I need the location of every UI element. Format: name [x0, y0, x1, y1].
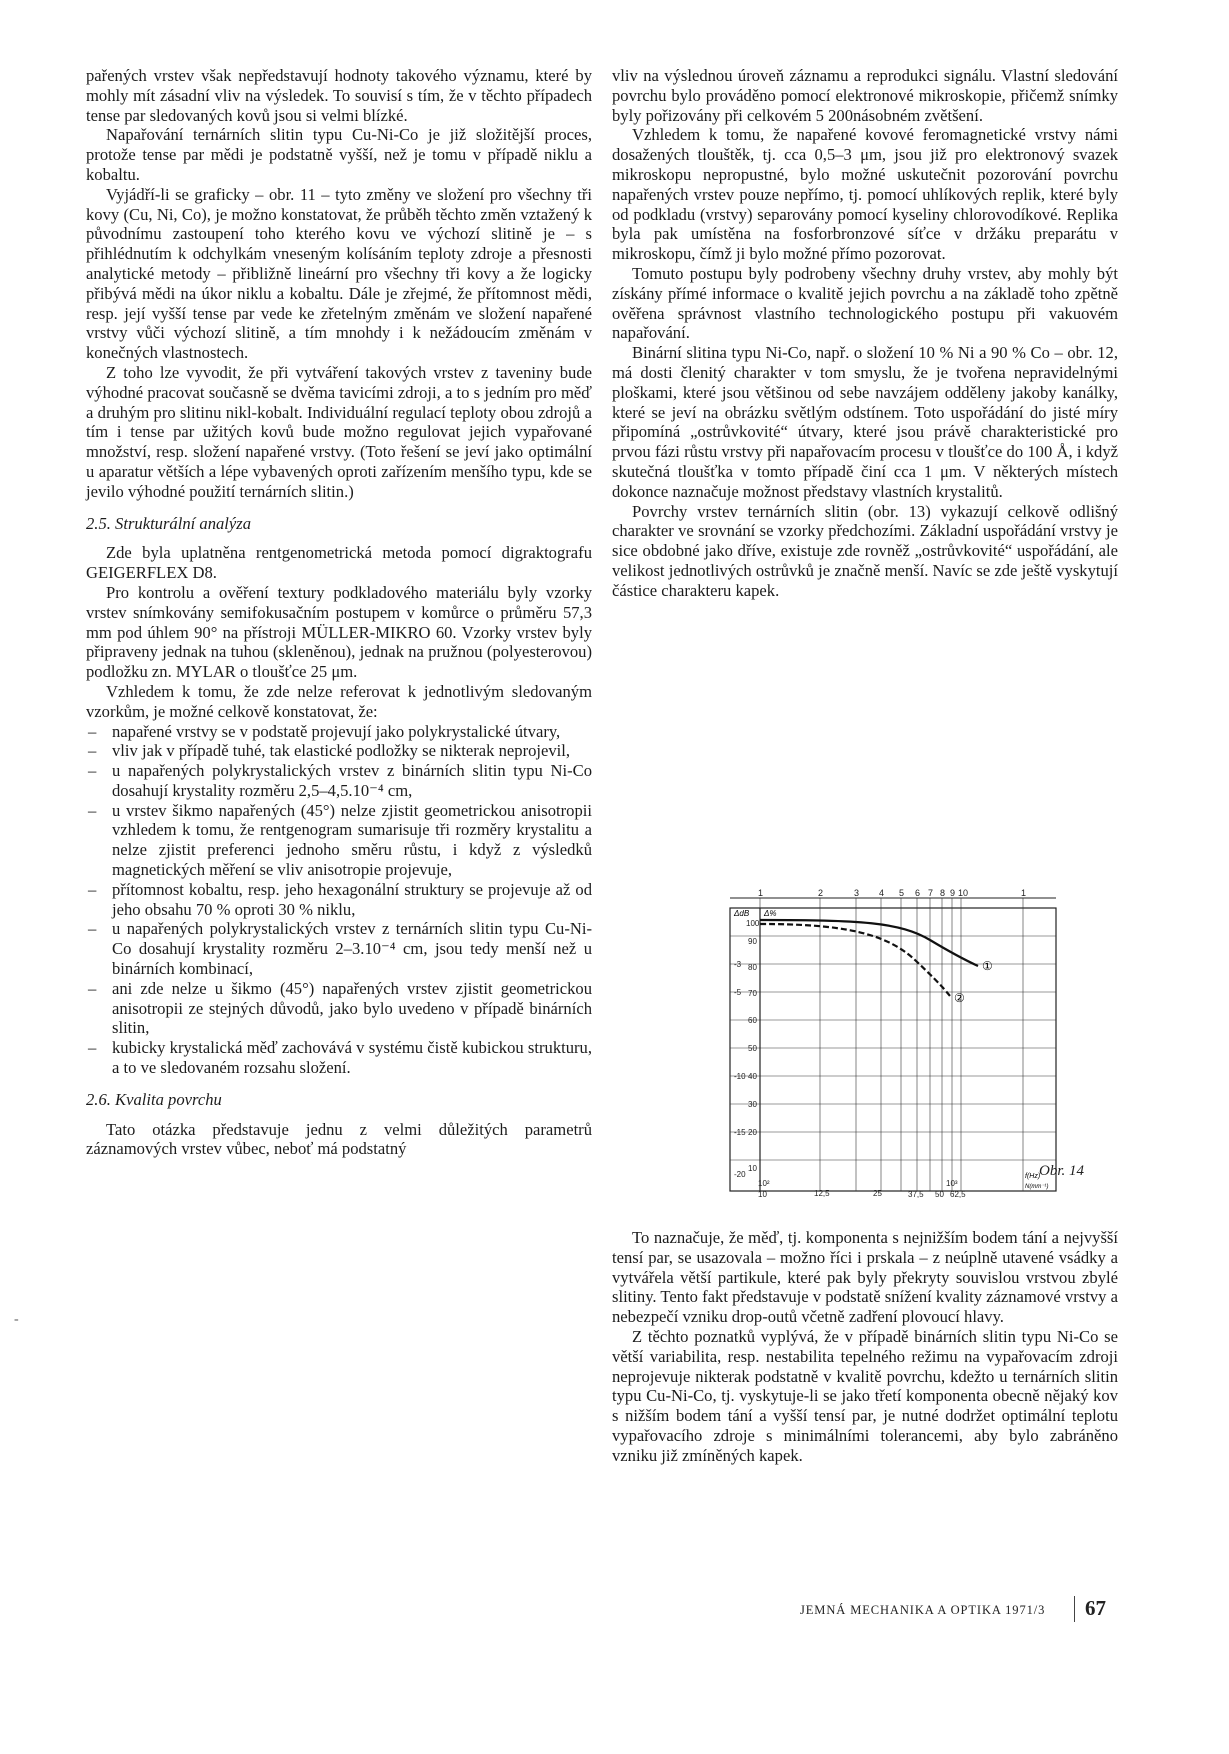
list-item: – přítomnost kobaltu, resp. jeho hexagonální struktury se projevuje až od jeho obsahu 70 % oproti 30 % niklu,: [86, 880, 592, 920]
svg-text:70: 70: [748, 989, 757, 998]
svg-text:62,5: 62,5: [950, 1190, 966, 1198]
page-number: 67: [1085, 1596, 1106, 1620]
svg-text:50: 50: [935, 1190, 944, 1198]
page-footer: [800, 1594, 1120, 1624]
paragraph: pařených vrstev však nepředstavují hodnoty takového významu, které by mohly mít zásadní vliv na výsledek. To souvisí s tím, že v těchto případech tense par sledovaných kovů jsou si velmi blízké.: [86, 66, 592, 125]
percent-tick-labels: [746, 919, 760, 1173]
vertical-grid: [760, 898, 1023, 1191]
svg-text:90: 90: [748, 937, 757, 946]
svg-text:12,5: 12,5: [814, 1189, 830, 1198]
density-unit-label: N(mm⁻¹): [1025, 1184, 1049, 1190]
svg-text:7: 7: [928, 888, 934, 898]
svg-text:40: 40: [748, 1072, 757, 1081]
svg-text:20: 20: [748, 1128, 757, 1137]
svg-text:25: 25: [873, 1189, 882, 1198]
list-item: – u napařených polykrystalických vrstev z ternárních slitin typu Cu-Ni-Co dosahují krystality rozměru 2–3.10⁻⁴ cm, jsou tedy menší než u binárních kombinací,: [86, 919, 592, 978]
list-item: – kubicky krystalická měď zachovává v systému čistě kubickou strukturu, a to ve sledovaném rozsahu složení.: [86, 1038, 592, 1078]
svg-text:-20: -20: [734, 1170, 746, 1179]
svg-text:5: 5: [899, 888, 905, 898]
frequency-unit-label: f(Hz): [1025, 1173, 1041, 1180]
paragraph: Tomuto postupu byly podrobeny všechny druhy vrstev, aby mohly být získány přímé informace o kvalitě jejich povrchu a na základě toho zpětně ověřena správnost vlastního technologického postupu při vakuovém napařování.: [612, 263, 1118, 343]
list-item: – vliv jak v případě tuhé, tak elastické podložky se nikterak neprojevil,: [86, 741, 592, 761]
right-column: [612, 66, 1118, 601]
bottom-tick-labels: [758, 1179, 966, 1198]
paragraph: Tato otázka představuje jednu z velmi důležitých parametrů záznamových vrstev vůbec, neboť má podstatný: [86, 1119, 592, 1159]
svg-text:10³: 10³: [946, 1179, 958, 1188]
paragraph: Z těchto poznatků vyplývá, že v případě binárních slitin typu Ni-Co se větší variabilita, resp. nestabilita tepelného režimu na vypařovacím zdroji neprojevuje nikterak podstatně v kvalitě povrchu, kdežto u ternárních slitin typu Cu-Ni-Co, tj. vyskytuje-li se jako třetí komponenta obecně nějaký kov s nižším bodem tání a vyšší tensí par, je nutné dodržet optimální teplotu vypařovacího zdroje s minimálními tolerancemi, aby bylo zabráněno vzniku již zmíněných kapek.: [612, 1326, 1118, 1465]
margin-mark: -: [14, 1312, 19, 1327]
svg-text:2: 2: [818, 888, 824, 898]
svg-text:30: 30: [748, 1100, 757, 1109]
svg-text:9: 9: [950, 888, 956, 898]
frequency-response-plot: [660, 888, 1060, 1198]
paragraph: Napařování ternárních slitin typu Cu-Ni-Co je již složitější proces, protože tense par mědi je podstatně vyšší, než je tomu v případě niklu a kobaltu.: [86, 125, 592, 184]
figure-14: [660, 888, 1130, 1198]
svg-text:-3: -3: [734, 960, 742, 969]
paragraph: Vyjádří-li se graficky – obr. 11 – tyto změny ve složení pro všechny tři kovy (Cu, Ni, Co), je možno konstatovat, že průběh těchto změn vztažený k původnímu zastoupení toho kterého kovu ve výchozí slitině je – s přihlédnutím k odchylkám vneseným kolísáním teploty zdroje a přesnosti analytické metody – přibližně lineární pro všechny tři kovy a že logicky přibývá mědi na úkor niklu a kobaltu. Dále je zřejmé, že přítomnost mědi, resp. její vyšší tense par vede ke zřetelným změnám ve složení napařené vrstvy vůči výchozí slitině, a tím mnohdy i k nežádoucím změnám v konečných vlastnostech.: [86, 184, 592, 363]
horizontal-grid: [730, 936, 1056, 1160]
svg-text:3: 3: [854, 888, 860, 898]
paragraph: Vzhledem k tomu, že zde nelze referovat k jednotlivým sledovaným vzorkům, je možné celkově konstatovat, že:: [86, 681, 592, 721]
section-heading-2-5: 2.5. Strukturální analýza: [86, 513, 252, 533]
svg-text:-10: -10: [734, 1072, 746, 1081]
svg-text:80: 80: [748, 963, 757, 972]
svg-text:1: 1: [1021, 888, 1027, 898]
right-column-lower: [612, 1228, 1118, 1466]
db-tick-labels: [734, 960, 746, 1179]
list-item: – ani zde nelze u šikmo (45°) napařených vrstev zjistit geometrickou anisotropii ze stejných důvodů, jako bylo uvedeno v případě binárních slitin,: [86, 979, 592, 1038]
svg-text:-5: -5: [734, 988, 742, 997]
curve-1: [760, 920, 978, 966]
list-item: – u napařených polykrystalických vrstev z binárních slitin typu Ni-Co dosahují krystality rozměru 2,5–4,5.10⁻⁴ cm,: [86, 761, 592, 801]
svg-text:10²: 10²: [758, 1179, 770, 1188]
svg-text:6: 6: [915, 888, 921, 898]
svg-text:37,5: 37,5: [908, 1190, 924, 1198]
svg-text:60: 60: [748, 1016, 757, 1025]
svg-text:50: 50: [748, 1044, 757, 1053]
plot-frame: [730, 908, 1056, 1191]
curve-label-1: ①: [982, 959, 993, 973]
journal-title: JEMNÁ MECHANIKA A OPTIKA 1971/3: [800, 1603, 1046, 1617]
db-axis-label: ΔdB: [734, 909, 750, 918]
curve-label-2: ②: [954, 991, 965, 1005]
top-tick-labels: [758, 888, 1026, 898]
svg-text:10: 10: [958, 888, 969, 898]
section-heading-2-6: 2.6. Kvalita povrchu: [86, 1089, 222, 1109]
svg-text:100: 100: [746, 919, 760, 928]
footer-divider: [1074, 1596, 1075, 1622]
paragraph: To naznačuje, že měď, tj. komponenta s nejnižším bodem tání a nejvyšší tensí par, se usazovala – možno říci i prskala – z neúplně utavené vsádky a vytvářela větší partikule, které pak byly překryty souvislou vrstvou zbylé slitiny. Tento fakt představuje v podstatě snížení kvality záznamové vrstvy a nebezpečí vzniku drop-outů včetně zadření plovoucí hlavy.: [612, 1228, 1118, 1327]
list-item: – u vrstev šikmo napařených (45°) nelze zjistit geometrickou anisotropii vzhledem k tomu, že rentgenogram sumarisuje tři rozměry krystalitu a nelze zjistit preferenci jednoho směru růstu, i když z výsledků magnetických měření se vliv anisotropie projevuje,: [86, 801, 592, 880]
svg-text:-15: -15: [734, 1128, 746, 1137]
paragraph: Zde byla uplatněna rentgenometrická metoda pomocí digraktografu GEIGERFLEX D8.: [86, 543, 592, 583]
svg-text:10: 10: [758, 1190, 767, 1198]
figure-caption: Obr. 14: [1039, 1163, 1085, 1179]
paragraph: Binární slitina typu Ni-Co, např. o složení 10 % Ni a 90 % Co – obr. 12, má dosti členitý charakter v tom smyslu, že je tvořena nepravidelnými ploškami, které jsou většinou od sebe navzájem odděleny jakoby kanálky, které se jeví na obrázku světlým odstínem. Toto uspořádání do jisté míry připomíná „ostrůvkovité“ útvary, které jsou právě charakteristické pro prvou fázi růstu vrstvy při napařovacím procesu v tloušťce do 100 Å, i když skutečná tloušťka v tomto případě činí cca 1 μm. V některých místech dokonce naznačuje možnost představy vlastních krystalitů.: [612, 343, 1118, 501]
svg-text:10: 10: [748, 1164, 757, 1173]
paragraph: Vzhledem k tomu, že napařené kovové feromagnetické vrstvy námi dosažených tlouštěk, tj. cca 0,5–3 μm, jsou již pro elektronový svazek mikroskopu nepropustné, bylo možné uskutečnit pozorování povrchu napařených vrstev pouze nepřímo, tj. pomocí uhlíkových replik, které byly od podkladu (vrstvy) separovány pomocí kyseliny chlorovodíkové. Replika byla pak umístěna na fosforbronzové síťce v držáku preparátu v mikroskopu, čímž ji bylo možné přímo pozorovat.: [612, 125, 1118, 264]
percent-axis-label: Δ%: [764, 909, 777, 918]
svg-text:1: 1: [758, 888, 764, 898]
findings-list: [86, 722, 592, 1078]
list-item: – napařené vrstvy se v podstatě projevují jako polykrystalické útvary,: [86, 722, 592, 742]
svg-text:8: 8: [940, 888, 946, 898]
paragraph: Z toho lze vyvodit, že při vytváření takových vrstev z taveniny bude výhodné pracovat současně se dvěma tavicími zdroji, a to s jedním pro měď a druhým pro slitinu nikl-kobalt. Individuální regulací teploty obou zdrojů a tím i tense par užitých kovů bude možno regulovat jejich vypařované množství, resp. složení napařené vrstvy. (Toto řešení se jeví jako optimální u aparatur větších a lépe vybavených oproti zařízením menšího typu, kde se jevilo výhodné použití ternárních slitin.): [86, 362, 592, 501]
paragraph: Povrchy vrstev ternárních slitin (obr. 13) vykazují celkově odlišný charakter ve srovnání se vzorky předchozími. Základní uspořádání vrstvy je sice obdobné jako dříve, existuje zde rovněž „ostrůvkovité“ uspořádání, ale velikost jednotlivých ostrůvků je značně menší. Navíc se zde ještě vyskytují částice charakteru kapek.: [612, 501, 1118, 600]
left-column: [86, 66, 592, 1159]
paragraph: Pro kontrolu a ověření textury podkladového materiálu byly vzorky vrstev snímkovány semifokusačním postupem v komůrce o průměru 57,3 mm pod úhlem 90° na přístroji MÜLLER-MIKRO 60. Vzorky vrstev byly připraveny jednak na tuhou (skleněnou), jednak na pružnou (polyesterovou) podložku zn. MYLAR o tloušťce 25 μm.: [86, 582, 592, 682]
paragraph: vliv na výslednou úroveň záznamu a reprodukci signálu. Vlastní sledování povrchu bylo prováděno pomocí elektronové mikroskopie, přičemž snímky byly pořizovány při celkovém 5 200násobném zvětšení.: [612, 66, 1118, 125]
svg-text:4: 4: [879, 888, 885, 898]
